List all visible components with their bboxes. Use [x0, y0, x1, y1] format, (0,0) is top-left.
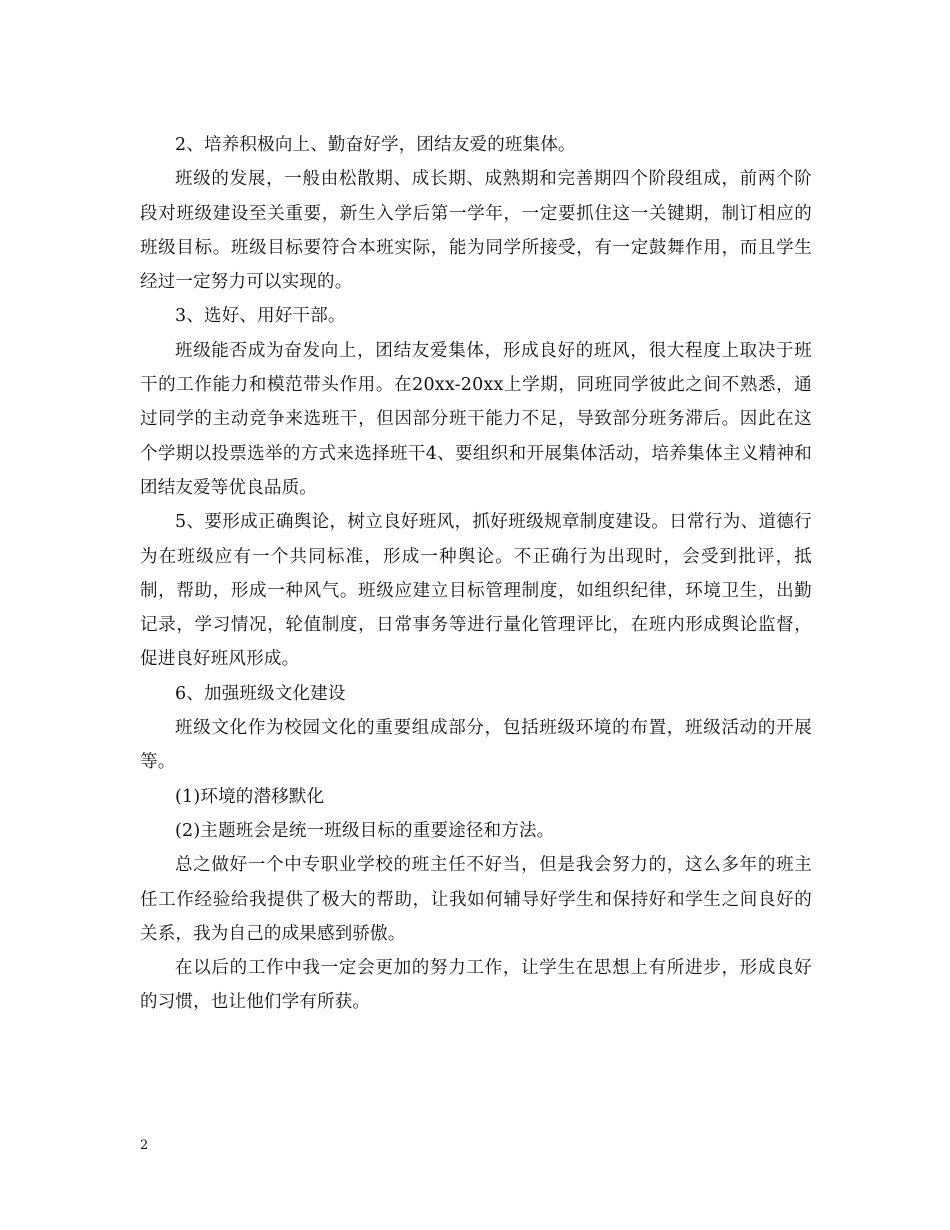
body-paragraph: 班级的发展，一般由松散期、成长期、成熟期和完善期四个阶段组成，前两个阶段对班级建设至关重要，新生入学后第一学年，一定要抓住这一关键期，制订相应的班级目标。班级目标要符合本班实际，能为同学所接受，有一定鼓舞作用，而且学生经过一定努力可以实现的。 — [140, 169, 812, 293]
heading-item-2: 2、培养积极向上、勤奋好学，团结友爱的班集体。 — [175, 135, 576, 155]
subitem-2: (2)主题班会是统一班级目标的重要途径和方法。 — [175, 820, 555, 841]
body-paragraph: 在以后的工作中我一定会更加的努力工作，让学生在思想上有所进步，形成良好的习惯，也让他们学有所获。 — [140, 958, 812, 1013]
body-paragraph: 5、要形成正确舆论，树立良好班风，抓好班级规章制度建设。日常行为、道德行为在班级应有一个共同标准，形成一种舆论。不正确行为出现时，会受到批评，抵制，帮助，形成一种风气。班级应建立目标管理制度，如组织纪律，环境卫生，出勤记录，学习情况，轮值制度，日常事务等进行量化管理评比，在班内形成舆论监督，促进良好班风形成。 — [140, 512, 812, 670]
body-paragraph: 班级文化作为校园文化的重要组成部分，包括班级环境的布置，班级活动的开展等。 — [140, 718, 812, 773]
heading-item-6: 6、加强班级文化建设 — [175, 683, 346, 704]
document-body — [140, 128, 812, 1020]
body-paragraph: 班级能否成为奋发向上，团结友爱集体，形成良好的班风，很大程度上取决于班干的工作能力和模范带头作用。在20xx-20xx上学期，同班同学彼此之间不熟悉，通过同学的主动竞争来选班干，但因部分班干能力不足，导致部分班务滞后。因此在这个学期以投票选举的方式来选择班干4、要组织和开展集体活动，培养集体主义精神和团结友爱等优良品质。 — [140, 340, 812, 498]
body-paragraph: 总之做好一个中专职业学校的班主任不好当，但是我会努力的，这么多年的班主任工作经验给我提供了极大的帮助，让我如何辅导好学生和保持好和学生之间良好的关系，我为自己的成果感到骄傲。 — [140, 855, 812, 944]
heading-item-3: 3、选好、用好干部。 — [175, 306, 346, 327]
subitem-1: (1)环境的潜移默化 — [175, 786, 325, 807]
page-number: 2 — [140, 1138, 149, 1153]
